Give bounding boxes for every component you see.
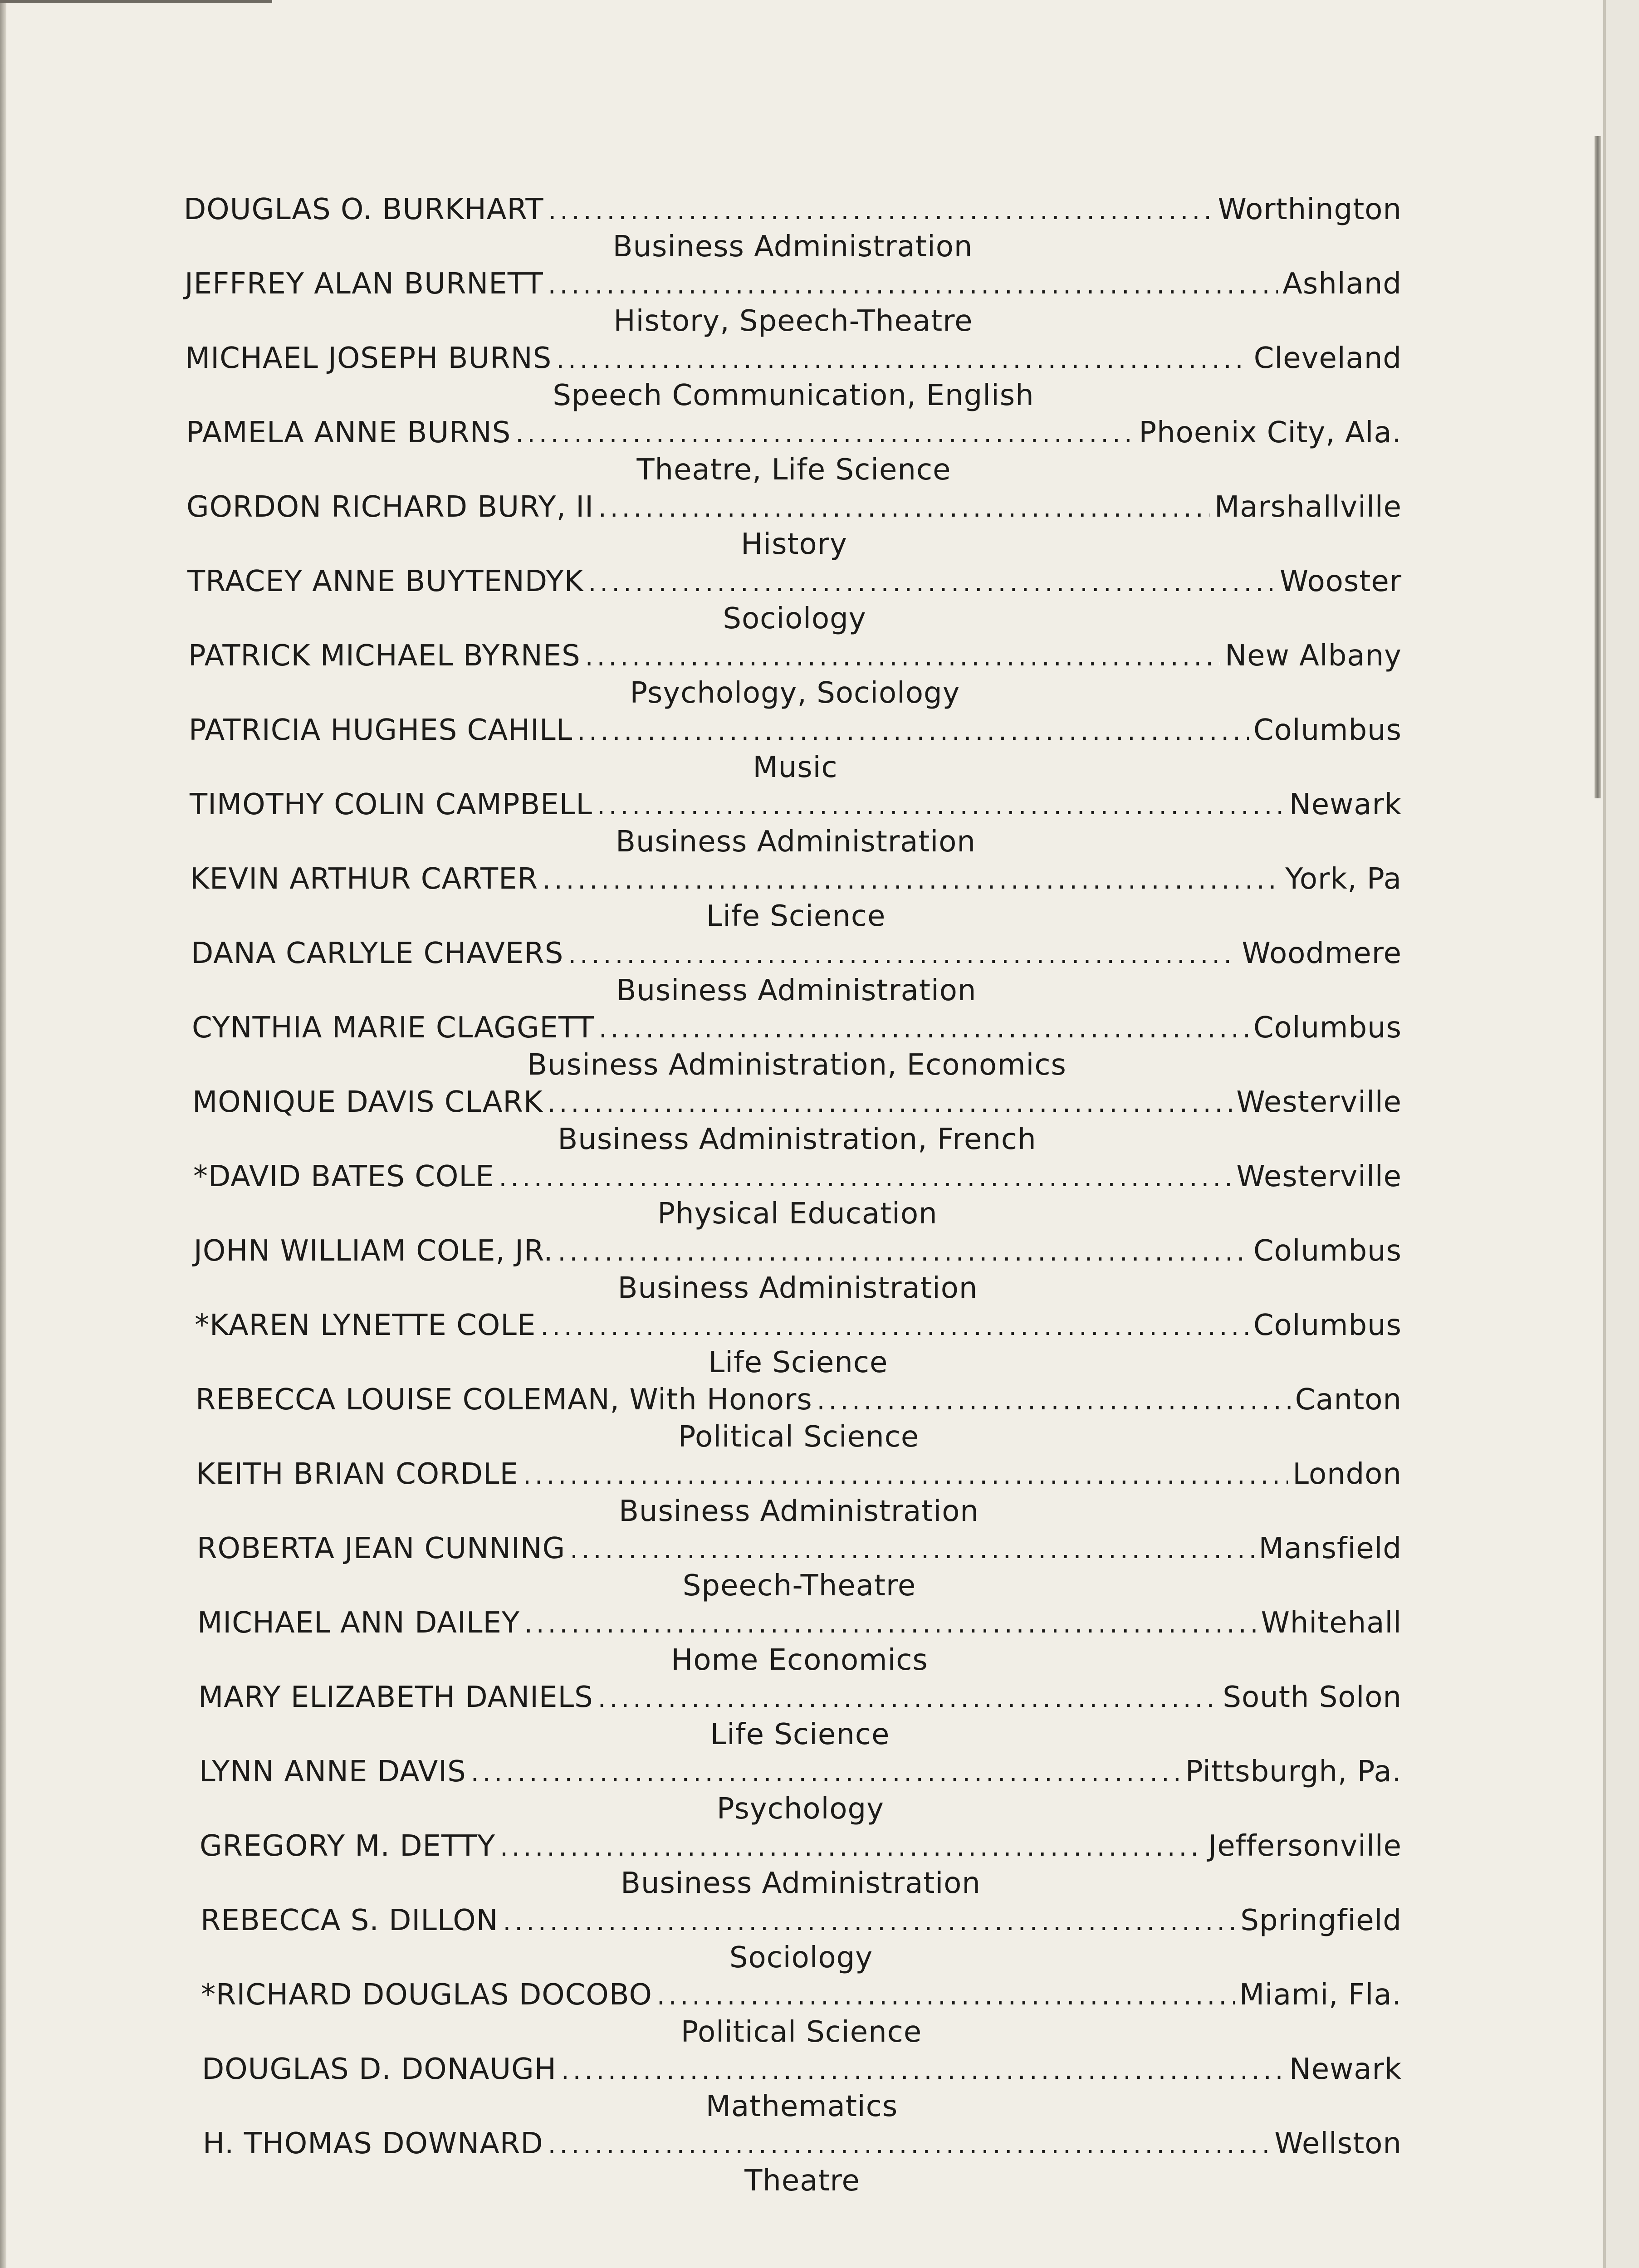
- graduate-row: [201, 1976, 1402, 2014]
- graduate-entry: [193, 1158, 1402, 1232]
- dot-leader: [599, 1010, 1249, 1048]
- graduate-entry: [191, 934, 1402, 1009]
- dot-leader: [556, 341, 1249, 379]
- graduate-name: PATRICIA HUGHES CAHILL: [189, 714, 573, 747]
- graduate-name: CYNTHIA MARIE CLAGGETT: [192, 1011, 595, 1045]
- graduate-entry: [186, 414, 1402, 488]
- graduate-name: GORDON RICHARD BURY, II: [186, 490, 594, 524]
- graduate-major: Business Administration: [616, 974, 977, 1007]
- graduate-name: *KAREN LYNETTE COLE: [195, 1309, 536, 1342]
- graduate-entry: [187, 562, 1402, 637]
- graduate-hometown: Springfield: [1240, 1904, 1402, 1937]
- graduate-major: Speech-Theatre: [682, 1569, 916, 1603]
- graduate-name: JEFFREY ALAN BURNETT: [185, 267, 543, 301]
- graduate-major: Life Science: [710, 1718, 890, 1751]
- graduate-list: [184, 191, 1402, 2199]
- dot-leader: [499, 1159, 1232, 1197]
- graduate-row: [191, 934, 1402, 973]
- graduate-entry: [195, 1306, 1402, 1381]
- adjacent-page-strip: [1606, 0, 1639, 2268]
- graduate-entry: [190, 786, 1402, 860]
- graduate-hometown: Marshallville: [1214, 490, 1402, 524]
- page-left-edge: [0, 0, 6, 2268]
- graduate-major: Home Economics: [671, 1643, 928, 1677]
- graduate-row: [187, 562, 1402, 601]
- graduate-row: [195, 1306, 1402, 1344]
- graduate-name: GREGORY M. DETTY: [200, 1829, 496, 1863]
- graduate-entry: [201, 1901, 1402, 1976]
- graduate-major: Business Administration: [616, 825, 976, 859]
- graduate-hometown: New Albany: [1225, 639, 1402, 673]
- graduate-row: [185, 265, 1402, 303]
- graduate-major: Political Science: [678, 1420, 920, 1454]
- graduate-major: Business Administration, French: [558, 1123, 1037, 1156]
- graduate-entry: [202, 2050, 1402, 2125]
- graduate-name: MARY ELIZABETH DANIELS: [198, 1681, 593, 1714]
- graduate-name: KEVIN ARTHUR CARTER: [190, 862, 538, 896]
- graduate-hometown: Miami, Fla.: [1239, 1978, 1402, 2012]
- graduate-hometown: Wooster: [1280, 565, 1402, 598]
- graduate-row: [203, 2125, 1402, 2163]
- graduate-major: Sociology: [723, 602, 866, 635]
- graduate-major: Psychology: [716, 1792, 885, 1826]
- graduate-name: TIMOTHY COLIN CAMPBELL: [190, 788, 592, 821]
- graduate-row: [184, 191, 1402, 229]
- graduate-row: [201, 1901, 1402, 1940]
- graduate-hometown: Whitehall: [1261, 1606, 1402, 1640]
- graduate-hometown: Newark: [1289, 2053, 1402, 2086]
- graduate-name: *RICHARD DOUGLAS DOCOBO: [201, 1978, 652, 2012]
- graduate-row: [186, 414, 1402, 452]
- graduate-entry: [192, 1083, 1402, 1158]
- graduate-major: Psychology, Sociology: [630, 676, 960, 710]
- graduate-major: Business Administration: [617, 1271, 978, 1305]
- graduate-entry: [201, 1976, 1402, 2050]
- graduate-hometown: Newark: [1289, 788, 1402, 821]
- dot-leader: [548, 192, 1213, 230]
- graduate-name: LYNN ANNE DAVIS: [199, 1755, 466, 1789]
- dot-leader: [558, 1233, 1249, 1271]
- graduate-entry: [200, 1827, 1402, 1901]
- graduate-hometown: Columbus: [1253, 1309, 1402, 1342]
- graduate-entry: [186, 488, 1402, 562]
- dot-leader: [515, 415, 1134, 453]
- graduate-major: History, Speech-Theatre: [613, 304, 973, 338]
- graduate-entry: [184, 191, 1402, 265]
- graduate-entry: [192, 1009, 1402, 1083]
- graduate-major: Sociology: [729, 1941, 873, 1975]
- graduate-hometown: Canton: [1295, 1383, 1402, 1417]
- graduate-hometown: Phoenix City, Ala.: [1139, 416, 1402, 450]
- graduate-entry: [194, 1232, 1402, 1306]
- graduate-hometown: Cleveland: [1253, 342, 1402, 375]
- graduate-name: PATRICK MICHAEL BYRNES: [188, 639, 581, 673]
- dot-leader: [548, 266, 1278, 304]
- graduate-name: MICHAEL JOSEPH BURNS: [185, 342, 552, 375]
- graduate-name: DANA CARLYLE CHAVERS: [191, 937, 564, 970]
- graduate-major: Mathematics: [705, 2090, 898, 2123]
- graduate-entry: [190, 860, 1402, 934]
- graduate-name: PAMELA ANNE BURNS: [186, 416, 511, 450]
- binding-shadow: [1595, 136, 1601, 798]
- graduate-name: TRACEY ANNE BUYTENDYK: [187, 565, 584, 598]
- graduate-major: Business Administration: [612, 230, 973, 264]
- dot-leader: [523, 1457, 1288, 1495]
- dot-leader: [598, 489, 1210, 528]
- graduate-row: [190, 786, 1402, 824]
- graduate-entry: [185, 265, 1402, 339]
- graduate-row: [196, 1381, 1402, 1419]
- graduate-hometown: Wellston: [1274, 2127, 1402, 2160]
- graduate-entry: [197, 1530, 1402, 1604]
- dot-leader: [548, 1085, 1232, 1123]
- graduate-entry: [199, 1753, 1402, 1827]
- dot-leader: [817, 1382, 1291, 1420]
- graduate-entry: [185, 339, 1402, 414]
- graduate-row: [196, 1455, 1402, 1493]
- dot-leader: [561, 2052, 1285, 2090]
- graduate-major: Physical Education: [657, 1197, 938, 1231]
- graduate-hometown: Pittsburgh, Pa.: [1185, 1755, 1402, 1789]
- dot-leader: [500, 1828, 1204, 1867]
- graduate-name: REBECCA LOUISE COLEMAN, With Honors: [196, 1383, 812, 1417]
- graduate-hometown: Worthington: [1218, 193, 1402, 226]
- graduate-row: [199, 1753, 1402, 1791]
- dot-leader: [540, 1308, 1249, 1346]
- dot-leader: [598, 1680, 1218, 1718]
- dot-leader: [585, 638, 1220, 676]
- graduate-row: [192, 1083, 1402, 1121]
- graduate-major: Life Science: [706, 899, 886, 933]
- graduate-entry: [203, 2125, 1402, 2199]
- graduate-name: REBECCA S. DILLON: [201, 1904, 499, 1937]
- graduate-hometown: York, Pa: [1285, 862, 1402, 896]
- graduate-hometown: Columbus: [1253, 714, 1402, 747]
- graduate-name: H. THOMAS DOWNARD: [203, 2127, 543, 2160]
- dot-leader: [570, 1531, 1254, 1569]
- graduate-row: [194, 1232, 1402, 1270]
- graduate-major: Political Science: [680, 2015, 922, 2049]
- graduate-name: DOUGLAS O. BURKHART: [184, 193, 544, 226]
- graduate-row: [202, 2050, 1402, 2088]
- graduate-hometown: Westerville: [1236, 1085, 1402, 1119]
- graduate-hometown: Columbus: [1253, 1011, 1402, 1045]
- dot-leader: [543, 861, 1281, 899]
- graduate-row: [197, 1604, 1402, 1642]
- graduate-entry: [196, 1455, 1402, 1530]
- graduate-entry: [197, 1604, 1402, 1678]
- graduate-hometown: London: [1292, 1457, 1402, 1491]
- graduate-name: MONIQUE DAVIS CLARK: [192, 1085, 543, 1119]
- graduate-major: Business Administration: [621, 1867, 981, 1900]
- graduate-name: JOHN WILLIAM COLE, JR.: [194, 1234, 553, 1268]
- graduate-row: [193, 1158, 1402, 1196]
- graduate-name: DOUGLAS D. DONAUGH: [202, 2053, 557, 2086]
- dot-leader: [548, 2126, 1270, 2164]
- graduate-name: *DAVID BATES COLE: [193, 1160, 494, 1193]
- graduate-entry: [188, 637, 1402, 711]
- dot-leader: [568, 936, 1237, 974]
- graduate-hometown: Mansfield: [1258, 1532, 1402, 1565]
- graduate-name: MICHAEL ANN DAILEY: [197, 1606, 520, 1640]
- graduate-name: KEITH BRIAN CORDLE: [196, 1457, 519, 1491]
- graduate-row: [200, 1827, 1402, 1865]
- graduate-major: Speech Communication, English: [553, 379, 1034, 412]
- graduate-hometown: South Solon: [1223, 1681, 1402, 1714]
- graduate-major: Business Administration: [619, 1495, 979, 1528]
- dot-leader: [503, 1903, 1236, 1941]
- graduate-major: History: [741, 528, 847, 561]
- graduate-name: ROBERTA JEAN CUNNING: [197, 1532, 566, 1565]
- graduate-major: Theatre: [744, 2164, 860, 2198]
- graduate-row: [188, 637, 1402, 675]
- graduate-row: [192, 1009, 1402, 1047]
- graduate-major: Music: [753, 751, 838, 784]
- graduate-hometown: Jeffersonville: [1208, 1829, 1402, 1863]
- graduate-row: [198, 1678, 1402, 1716]
- graduate-row: [189, 711, 1402, 749]
- graduate-row: [197, 1530, 1402, 1568]
- graduate-entry: [189, 711, 1402, 786]
- page-top-edge: [0, 0, 272, 3]
- graduate-major: Life Science: [708, 1346, 888, 1379]
- graduate-row: [186, 488, 1402, 526]
- dot-leader: [657, 1977, 1235, 2015]
- graduate-entry: [196, 1381, 1402, 1455]
- graduate-entry: [198, 1678, 1402, 1753]
- graduate-hometown: Westerville: [1236, 1160, 1402, 1193]
- graduate-row: [190, 860, 1402, 898]
- graduate-hometown: Ashland: [1282, 267, 1402, 301]
- graduate-hometown: Columbus: [1253, 1234, 1402, 1268]
- dot-leader: [597, 787, 1285, 825]
- graduate-hometown: Woodmere: [1242, 937, 1402, 970]
- graduate-row: [185, 339, 1402, 377]
- dot-leader: [588, 564, 1275, 602]
- dot-leader: [524, 1605, 1257, 1643]
- dot-leader: [577, 713, 1249, 751]
- dot-leader: [471, 1754, 1181, 1792]
- graduate-major: Theatre, Life Science: [636, 453, 951, 487]
- graduate-major: Business Administration, Economics: [527, 1048, 1067, 1082]
